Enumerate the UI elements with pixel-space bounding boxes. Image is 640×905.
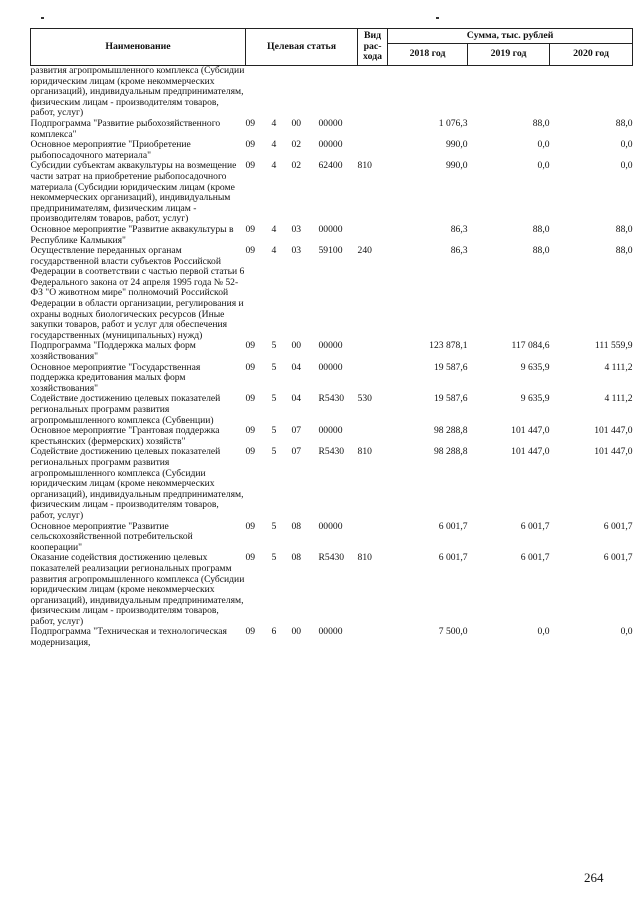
- row-sum-2019: 88,0: [532, 117, 550, 129]
- table-row: [31, 341, 633, 362]
- row-code-event: 04: [291, 393, 302, 405]
- row-name: Содействие достижению целевых показателей региональных программ развития агропромышленного комплекса (Субсидии юридическим лицам (кроме некоммерческих организаций), индивидуальным предпринимателям, физическим лицам - производителям товаров, работ, услуг): [30, 446, 244, 521]
- table-row: [31, 447, 633, 521]
- row-code-program: 09: [245, 626, 256, 638]
- row-sum-2018: 6 001,7: [438, 552, 468, 564]
- row-code-event: 02: [291, 139, 302, 151]
- header-name: Наименование: [31, 29, 246, 66]
- row-expense-kind: 240: [357, 245, 372, 257]
- row-expense-kind: 810: [357, 446, 372, 458]
- row-sum-2018: [388, 66, 468, 119]
- row-sum-2019: 6 001,7: [520, 552, 550, 564]
- row-sum-2018: 123 878,1: [429, 340, 468, 352]
- row-code-subprogram: 5: [271, 520, 277, 532]
- row-code-event: 03: [291, 245, 302, 257]
- row-sum-2018: 990,0: [445, 139, 468, 151]
- row-code-direction: R5430: [318, 393, 345, 405]
- row-code-program: 09: [245, 139, 256, 151]
- row-code-program: 09: [245, 245, 256, 257]
- row-name: Субсидии субъектам аквакультуры на возмещение части затрат на приобретение рыбопосадочного материала (Субсидии юридическим лицам (кроме некоммерческих организаций), индивидуальным предпринимателям, физическим лицам - производителям товаров, работ, услуг): [30, 160, 237, 225]
- row-code-program: 09: [245, 393, 256, 405]
- row-code-direction: 00000: [318, 223, 343, 235]
- row-sum-2020: 6 001,7: [603, 552, 633, 564]
- row-name: Оказание содействия достижению целевых показателей реализации региональных программ развития агропромышленного комплекса (Субсидии юридическим лицам (кроме некоммерческих организаций), индивидуальным предпринимателям, физическим лицам - производителям товаров, работ, услуг): [30, 552, 245, 627]
- table-row: [31, 627, 633, 648]
- table-row: [31, 246, 633, 341]
- row-name: Основное мероприятие "Грантовая поддержка крестьянских (фермерских) хозяйств": [30, 425, 220, 447]
- row-code-program: 09: [245, 520, 256, 532]
- row-code-subprogram: 4: [271, 223, 277, 235]
- row-expense-kind: 810: [357, 160, 372, 172]
- row-code-direction: 62400: [318, 160, 343, 172]
- table-row: [31, 522, 633, 554]
- row-code-direction: 00000: [318, 340, 343, 352]
- row-code-direction: 59100: [318, 245, 343, 257]
- row-expense-kind: [358, 363, 388, 395]
- row-code-program: 09: [245, 117, 256, 129]
- header-year-2020: 2020 год: [550, 44, 633, 66]
- row-sum-2019: 88,0: [532, 223, 550, 235]
- row-sum-2020: 0,0: [620, 160, 633, 172]
- table-row: [31, 553, 633, 627]
- row-code-subprogram: [272, 66, 292, 119]
- row-name: Основное мероприятие "Приобретение рыбопосадочного материала": [30, 139, 191, 161]
- scan-mark-left: [41, 17, 44, 19]
- header-year-2018: 2018 год: [388, 44, 468, 66]
- row-sum-2019: 9 635,9: [520, 361, 550, 373]
- row-name: Содействие достижению целевых показателей региональных программ развития агропромышленного комплекса (Субвенции): [30, 393, 221, 426]
- row-sum-2018: 6 001,7: [438, 520, 468, 532]
- row-expense-kind: [358, 225, 388, 246]
- row-code-event: 03: [291, 223, 302, 235]
- row-expense-kind: 810: [357, 552, 372, 564]
- row-name: Осуществление переданных органам государственной власти субъектов Российской Федерации в соответствии с частью первой статьи 6 Федерального закона от 24 апреля 1995 года № 52-ФЗ "О животном мире" полномочий Российской Федерации в области организации, регулирования и охраны водных биологических ресурсов (Иные закупки товаров, работ и услуг для обеспечения государственных (муниципальных) нужд): [30, 245, 245, 341]
- row-code-event: 00: [291, 117, 302, 129]
- row-code-program: 09: [245, 425, 256, 437]
- row-code-subprogram: 5: [271, 446, 277, 458]
- row-sum-2020: 6 001,7: [603, 520, 633, 532]
- row-name: Основное мероприятие "Государственная поддержка кредитования малых форм хозяйствования": [30, 361, 201, 394]
- row-code-program: 09: [245, 446, 256, 458]
- header-year-2019: 2019 год: [468, 44, 550, 66]
- row-name: Основное мероприятие "Развитие сельскохозяйственной потребительской кооперации": [30, 520, 193, 553]
- scan-mark-right: [436, 17, 439, 19]
- row-expense-kind: [358, 426, 388, 447]
- row-sum-2020: 88,0: [615, 223, 633, 235]
- row-code-direction: R5430: [318, 446, 345, 458]
- row-code-program: 09: [245, 552, 256, 564]
- table-row: [31, 66, 633, 119]
- row-code-subprogram: 5: [271, 393, 277, 405]
- row-sum-2018: 990,0: [445, 160, 468, 172]
- row-expense-kind: [358, 627, 388, 648]
- row-code-direction: [319, 66, 358, 119]
- page-number: 264: [584, 870, 604, 885]
- row-expense-kind: [358, 66, 388, 119]
- row-code-event: 08: [291, 520, 302, 532]
- row-sum-2020: 0,0: [620, 626, 633, 638]
- row-name: Основное мероприятие "Развитие аквакультуры в Республике Калмыкия": [30, 223, 234, 246]
- row-sum-2020: 4 111,2: [604, 393, 633, 405]
- row-sum-2020: 111 559,9: [594, 340, 633, 352]
- row-code-direction: 00000: [318, 425, 343, 437]
- row-code-subprogram: 5: [271, 552, 277, 564]
- row-code-program: 09: [245, 340, 256, 352]
- row-sum-2020: 101 447,0: [594, 446, 633, 458]
- table-row: [31, 225, 633, 246]
- budget-table: [30, 28, 633, 649]
- row-expense-kind: 530: [357, 393, 372, 405]
- row-sum-2019: 117 084,6: [511, 340, 550, 352]
- row-code-direction: 00000: [318, 361, 343, 373]
- table-row: [31, 161, 633, 225]
- row-sum-2019: 6 001,7: [520, 520, 550, 532]
- row-sum-2019: 0,0: [537, 160, 550, 172]
- row-code-subprogram: 4: [271, 117, 277, 129]
- row-code-subprogram: 5: [271, 340, 277, 352]
- table-row: [31, 363, 633, 395]
- row-code-event: [292, 66, 319, 119]
- row-code-event: 04: [291, 361, 302, 373]
- table-row: [31, 426, 633, 447]
- row-sum-2020: 88,0: [615, 245, 633, 257]
- row-sum-2019: 101 447,0: [511, 425, 550, 437]
- row-code-event: 07: [291, 446, 302, 458]
- row-code-program: 09: [245, 223, 256, 235]
- row-expense-kind: [358, 119, 388, 140]
- row-code-subprogram: 4: [271, 139, 277, 151]
- table-row: [31, 119, 633, 140]
- row-code-program: 09: [245, 361, 256, 373]
- row-code-event: 00: [291, 626, 302, 638]
- row-expense-kind: [358, 522, 388, 554]
- row-sum-2018: 19 587,6: [433, 393, 468, 405]
- row-code-event: 08: [291, 552, 302, 564]
- header-sum: Сумма, тыс. рублей: [388, 29, 633, 44]
- table-body: [31, 66, 633, 649]
- row-name: Подпрограмма "Развитие рыбохозяйственного комплекса": [30, 117, 221, 140]
- row-code-program: [246, 66, 272, 119]
- row-code-subprogram: 5: [271, 361, 277, 373]
- row-code-event: 02: [291, 160, 302, 172]
- row-sum-2018: 98 288,8: [433, 425, 468, 437]
- row-sum-2020: [550, 66, 633, 119]
- table-row: [31, 394, 633, 426]
- table-row: [31, 140, 633, 161]
- row-sum-2020: 101 447,0: [594, 425, 633, 437]
- row-name: развития агропромышленного комплекса (Субсидии юридическим лицам (кроме некоммерческих организаций), индивидуальным предпринимателям, физическим лицам - производителям товаров, работ, услуг): [30, 65, 245, 119]
- row-sum-2018: 1 076,3: [438, 117, 468, 129]
- row-sum-2019: 101 447,0: [511, 446, 550, 458]
- row-expense-kind: [358, 140, 388, 161]
- row-sum-2018: 7 500,0: [438, 626, 468, 638]
- row-sum-2019: [468, 66, 550, 119]
- row-sum-2020: 0,0: [620, 139, 633, 151]
- header-target: Целевая статья: [246, 29, 358, 66]
- row-sum-2019: 0,0: [537, 626, 550, 638]
- row-code-subprogram: 6: [271, 626, 277, 638]
- row-name: Подпрограмма "Техническая и технологическая модернизация,: [30, 626, 227, 649]
- row-code-program: 09: [245, 160, 256, 172]
- row-code-direction: 00000: [318, 117, 343, 129]
- row-sum-2018: 86,3: [450, 245, 468, 257]
- row-sum-2019: 88,0: [532, 245, 550, 257]
- row-code-subprogram: 5: [271, 425, 277, 437]
- row-sum-2020: 4 111,2: [604, 361, 633, 373]
- row-expense-kind: [358, 341, 388, 362]
- row-code-direction: R5430: [318, 552, 345, 564]
- row-sum-2020: 88,0: [615, 117, 633, 129]
- row-name: Подпрограмма "Поддержка малых форм хозяйствования": [30, 340, 196, 363]
- row-sum-2018: 19 587,6: [433, 361, 468, 373]
- row-code-event: 00: [291, 340, 302, 352]
- row-code-subprogram: 4: [271, 160, 277, 172]
- header-kind: Вид рас-хода: [358, 29, 388, 66]
- row-sum-2018: 98 288,8: [433, 446, 468, 458]
- row-code-direction: 00000: [318, 626, 343, 638]
- row-code-subprogram: 4: [271, 245, 277, 257]
- row-sum-2018: 86,3: [450, 223, 468, 235]
- row-code-direction: 00000: [318, 520, 343, 532]
- table-header: [31, 29, 633, 66]
- row-sum-2019: 0,0: [537, 139, 550, 151]
- row-sum-2019: 9 635,9: [520, 393, 550, 405]
- row-code-event: 07: [291, 425, 302, 437]
- row-code-direction: 00000: [318, 139, 343, 151]
